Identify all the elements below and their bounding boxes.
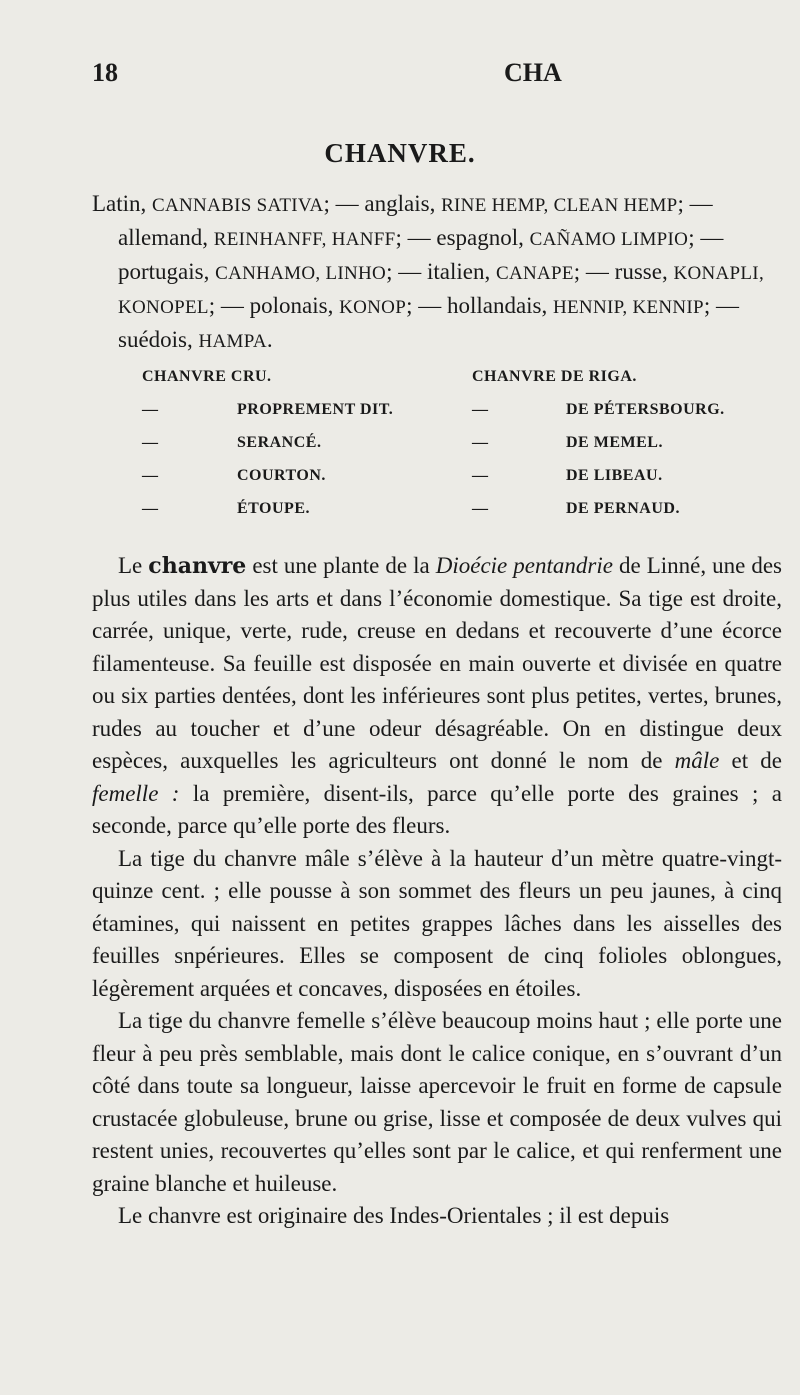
- dash: —: [472, 467, 489, 484]
- variety-right-item: DE PÉTERSBOURG.: [566, 401, 725, 418]
- text-run: femelle :: [92, 780, 180, 806]
- dash: —: [142, 500, 159, 517]
- variety-right-item: DE PERNAUD.: [566, 500, 680, 517]
- page-number: 18: [92, 58, 118, 87]
- text-run: et de: [719, 748, 782, 773]
- synonyms-paragraph: [92, 188, 782, 358]
- variety-left-item: COURTON.: [237, 467, 326, 484]
- varieties-table: [92, 368, 782, 528]
- varieties-row: [92, 467, 782, 497]
- dash: —: [142, 467, 159, 484]
- page-header: [92, 58, 780, 94]
- body-paragraph: [92, 843, 782, 1006]
- text-run: Le chanvre est originaire des Indes-Orientales ; il est depuis: [118, 1203, 670, 1228]
- synonyms-text: Latin, CANNABIS SATIVA; — anglais, RINE HEMP, CLEAN HEMP; — allemand, REINHANFF, HANFF; — espagnol, CAÑAMO LIMPIO; — portugais, CANHAMO, LINHO; — italien, CANAPE; — russe, KONAPLI, KONOPEL; — polonais, KONOP; — hollandais, HENNIP, KENNIP; — suédois, HAMPA.: [92, 191, 764, 352]
- dash: —: [472, 434, 489, 451]
- varieties-header-row: [92, 368, 782, 398]
- variety-left-item: PROPREMENT DIT.: [237, 401, 394, 418]
- running-head: CHA: [504, 58, 562, 87]
- variety-right-item: DE LIBEAU.: [566, 467, 663, 484]
- dash: —: [472, 500, 489, 517]
- text-run: la première, disent-ils, parce qu’elle porte des graines ; a seconde, parce qu’elle porte des fleurs.: [92, 780, 782, 838]
- text-run: La tige du chanvre mâle s’élève à la hauteur d’un mètre quatre-vingt-quinze cent. ; elle pousse à son sommet des fleurs un peu jaunes, à cinq étamines, qui naissent en petites grappes lâches dans les aisselles des feuilles snpérieures. Elles se composent de cinq folioles oblongues, légèrement arquées et concaves, disposées en étoiles.: [92, 845, 782, 1001]
- variety-left-head: CHANVRE CRU.: [142, 368, 272, 385]
- text-run: Le: [118, 553, 149, 578]
- text-run: La tige du chanvre femelle s’élève beaucoup moins haut ; elle porte une fleur à peu près semblable, mais dont le calice conique, en s’ouvrant d’un côté dans toute sa longueur, laisse apercevoir le fruit en forme de capsule crustacée globuleuse, brune ou grise, lisse et composée de deux vulves qui restent unies, recouvertes qu’elles sont par le calice, et qui renferment une graine blanche et huileuse.: [92, 1008, 782, 1196]
- body-text: [92, 550, 782, 1233]
- variety-right-head: CHANVRE DE RIGA.: [472, 368, 637, 385]
- varieties-row: [92, 434, 782, 464]
- text-run: est une plante de la: [246, 553, 436, 578]
- body-paragraph: [92, 550, 782, 843]
- entry-title: CHANVRE.: [324, 138, 476, 168]
- varieties-row: [92, 401, 782, 431]
- variety-left-item: SERANCÉ.: [237, 434, 322, 451]
- text-run: de Linné, une des plus utiles dans les arts et dans l’économie domestique. Sa tige est droite, carrée, unique, verte, rude, creuse en dedans et recouverte d’une écorce filamenteuse. Sa feuille est disposée en main ouverte et divisée en quatre ou six parties dentées, dont les inférieures sont plus petites, vertes, brunes, rudes au toucher et d’une odeur désagréable. On en distingue deux espèces, auxquelles les agriculteurs ont donné le nom de: [92, 553, 783, 773]
- text-run: mâle: [674, 748, 720, 773]
- dash: —: [472, 401, 489, 418]
- dash: —: [142, 434, 159, 451]
- text-run: chanvre: [148, 553, 247, 579]
- body-paragraph: [92, 1005, 782, 1200]
- body-paragraph: [92, 1200, 782, 1233]
- varieties-row: [92, 500, 782, 530]
- variety-left-item: ÉTOUPE.: [237, 500, 310, 517]
- variety-right-item: DE MEMEL.: [566, 434, 663, 451]
- dash: —: [142, 401, 159, 418]
- text-run: Dioécie pentandrie: [435, 553, 613, 578]
